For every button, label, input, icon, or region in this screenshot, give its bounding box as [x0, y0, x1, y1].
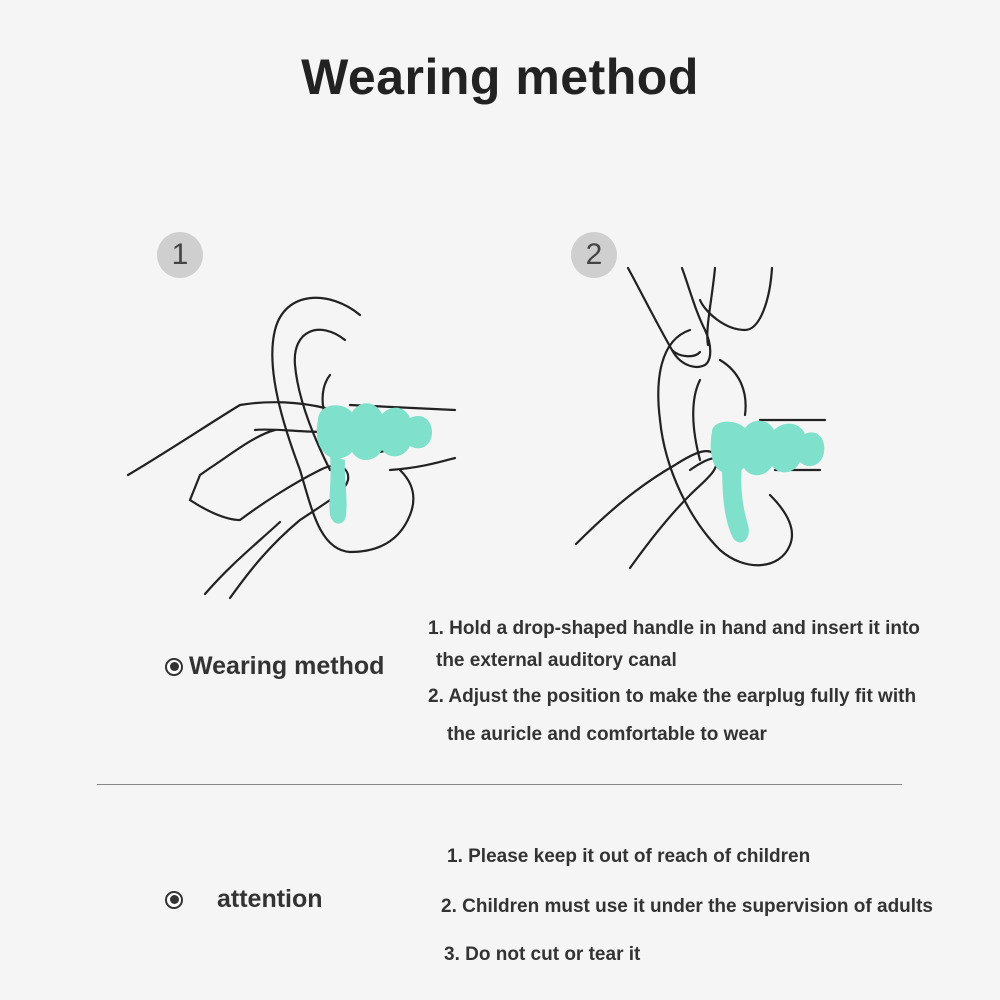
bullet-radio-icon	[165, 891, 183, 909]
wearing-line-2: the external auditory canal	[436, 650, 677, 671]
section-divider	[97, 784, 902, 785]
wearing-line-3: 2. Adjust the position to make the earplug fully fit with	[428, 686, 917, 707]
ear-adjust-earplug-icon	[576, 268, 825, 568]
wearing-method-text: Wearing method	[189, 652, 385, 680]
earplug-right	[711, 421, 825, 543]
page-title: Wearing method	[301, 49, 699, 105]
bullet-radio-icon	[165, 658, 183, 676]
attention-line-2: 2. Children must use it under the supervision of adults	[441, 896, 933, 917]
wearing-line-4: the auricle and comfortable to wear	[447, 724, 767, 745]
attention-line-1: 1. Please keep it out of reach of children	[447, 846, 811, 867]
wearing-line-1: 1. Hold a drop-shaped handle in hand and insert it into	[428, 618, 920, 639]
attention-line-3: 3. Do not cut or tear it	[444, 944, 641, 965]
step-1-badge: 1	[157, 232, 203, 278]
step-2-badge: 2	[571, 232, 617, 278]
earplug-left	[317, 403, 432, 523]
wearing-method-label	[165, 652, 384, 681]
attention-label	[165, 885, 323, 914]
attention-text: attention	[217, 885, 323, 913]
